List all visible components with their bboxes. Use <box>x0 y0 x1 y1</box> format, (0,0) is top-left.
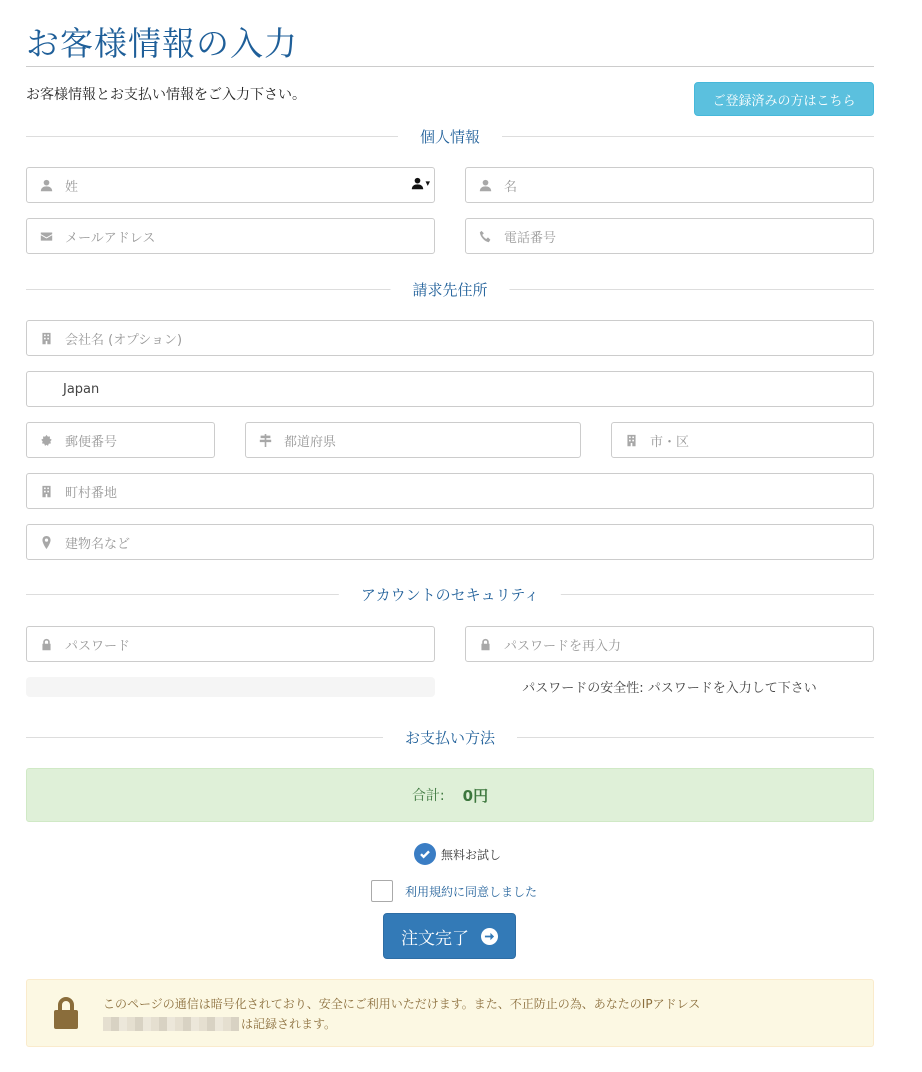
check-circle-icon[interactable] <box>414 843 436 865</box>
notice-line-2 <box>103 1015 336 1032</box>
free-trial-label: 無料お試し <box>441 847 502 862</box>
notice-line-1: このページの通信は暗号化されており、安全にご利用いただけます。また、不正防止の為、あなたのIPアドレス <box>103 997 701 1011</box>
building-field[interactable] <box>26 524 874 560</box>
asterisk-icon <box>27 434 65 447</box>
user-icon <box>466 179 504 192</box>
section-payment-heading: お支払い方法 <box>383 727 517 748</box>
lock-icon <box>52 996 80 1030</box>
postcode-field[interactable] <box>26 422 215 458</box>
chevron-down-icon: ▾ <box>425 178 430 189</box>
phone-icon <box>466 230 504 243</box>
password-strength-text: パスワードの安全性: パスワードを入力して下さい <box>522 681 817 696</box>
total-label: 合計: <box>411 788 445 804</box>
password-confirm-field[interactable] <box>465 626 874 662</box>
building-icon <box>612 434 650 447</box>
already-registered-button[interactable]: ご登録済みの方はこちら <box>694 82 874 116</box>
complete-order-label: 注文完了 <box>401 928 469 949</box>
password-placeholder: パスワード <box>65 638 131 654</box>
country-select[interactable] <box>26 371 874 407</box>
terms-agreement[interactable] <box>371 880 537 902</box>
first-name-placeholder: 名 <box>504 179 518 195</box>
phone-placeholder: 電話番号 <box>504 230 557 246</box>
building-icon <box>27 332 65 345</box>
intro-text: お客様情報とお支払い情報をご入力下さい。 <box>26 87 306 103</box>
postcode-placeholder: 郵便番号 <box>65 434 118 450</box>
terms-checkbox[interactable] <box>371 880 393 902</box>
last-name-placeholder: 姓 <box>65 179 79 195</box>
password-field[interactable] <box>26 626 435 662</box>
section-personal-heading: 個人情報 <box>398 126 502 147</box>
building-placeholder: 建物名など <box>65 536 131 552</box>
complete-order-button[interactable] <box>383 913 516 959</box>
terms-label[interactable]: 利用規約に同意しました <box>405 884 538 899</box>
section-billing <box>26 279 874 299</box>
arrow-right-circle-icon <box>481 928 498 945</box>
redacted-ip-address <box>103 1017 239 1031</box>
first-name-field[interactable] <box>465 167 874 203</box>
town-placeholder: 町村番地 <box>65 485 118 501</box>
last-name-field[interactable] <box>26 167 435 203</box>
section-payment <box>26 727 874 747</box>
envelope-icon <box>27 230 65 243</box>
free-trial-option[interactable] <box>414 843 501 865</box>
company-field[interactable] <box>26 320 874 356</box>
email-field[interactable] <box>26 218 435 254</box>
building-icon <box>27 485 65 498</box>
phone-field[interactable] <box>465 218 874 254</box>
company-placeholder: 会社名 (オプション) <box>65 332 183 348</box>
contact-card-icon <box>411 177 424 190</box>
section-personal <box>26 126 874 146</box>
section-security <box>26 584 874 604</box>
map-marker-icon <box>27 536 65 549</box>
security-notice <box>26 979 874 1047</box>
title-divider <box>26 66 874 67</box>
email-placeholder: メールアドレス <box>65 230 156 246</box>
signpost-icon <box>246 434 284 447</box>
town-field[interactable] <box>26 473 874 509</box>
section-billing-heading: 請求先住所 <box>390 279 509 300</box>
password-strength-bar <box>26 677 435 697</box>
section-security-heading: アカウントのセキュリティ <box>339 584 561 605</box>
user-icon <box>27 179 65 192</box>
lock-icon <box>27 638 65 651</box>
prefecture-placeholder: 都道府県 <box>284 434 337 450</box>
prefecture-field[interactable] <box>245 422 581 458</box>
city-placeholder: 市・区 <box>650 434 690 450</box>
page-title: お客様情報の入力 <box>26 24 298 63</box>
lock-icon <box>466 638 504 651</box>
total-amount: 0円 <box>462 786 489 805</box>
notice-line-2-text: は記録されます。 <box>241 1017 337 1031</box>
password-confirm-placeholder: パスワードを再入力 <box>504 638 622 654</box>
autofill-contact-dropdown[interactable] <box>411 177 430 190</box>
order-total <box>26 768 874 822</box>
country-value: Japan <box>63 381 100 397</box>
city-field[interactable] <box>611 422 874 458</box>
